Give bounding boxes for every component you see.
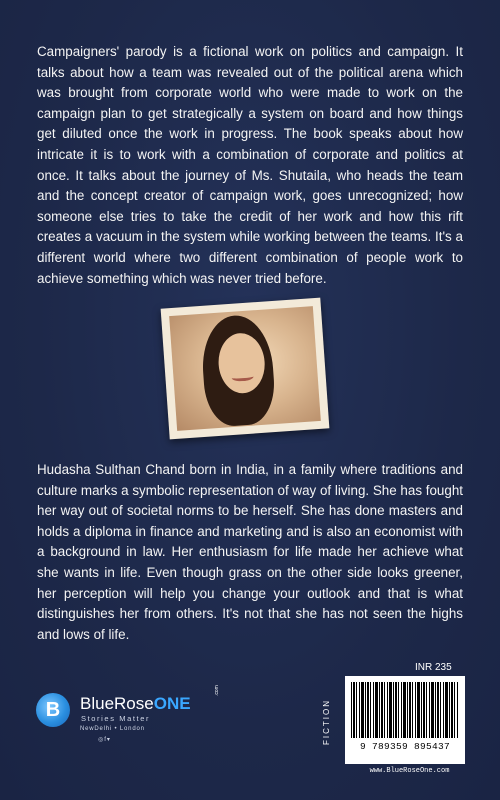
author-photo-frame [161, 298, 330, 440]
price-label: INR 235 [415, 662, 452, 673]
barcode-bars [351, 682, 459, 738]
publisher-tagline: Stories Matter [81, 714, 151, 723]
publisher-name [80, 694, 191, 714]
bluerose-logo-icon: B [36, 693, 70, 727]
author-photo [169, 306, 321, 431]
book-blurb: Campaigners' parody is a fictional work on politics and campaign. It talks about how a team was revealed out of the political arena which was brought from corporate world who were made to work on the campaign plan to get strategically a system on board and how things get diluted once the work in progress. The book speaks about how intricate it is to work with a combination of corporate and politics at once. It talks about the journey of Ms. Shutaila, who heads the team and the concept creator of campaign work, goes unrecognized; how someone else tries to take the credit of her work and how this rift creates a vacuum in the system while working between the teams. It's a different world where two different combination of people work to achieve something which was never tried before. [37, 44, 463, 286]
publisher-cities: NewDelhi • London [80, 726, 145, 732]
genre-label: FICTION [322, 699, 331, 745]
isbn-barcode [345, 676, 465, 764]
publisher-name-part2: ONE [153, 694, 191, 713]
author-bio: Hudasha Sulthan Chand born in India, in a family where traditions and culture marks a symbolic representation of way of living. She has fought her way out of societal norms to be herself. She has done masters and holds a diploma in finance and marketing and is also an economist with a background in law. Her enthusiasm for life made her achieve what she wants in life. Even though grass on the other side looks greener, her perception will help you change your outlook and that is what distinguishes her from others. It's not that she has not seen the highs and lows of life. [37, 462, 463, 642]
publisher-name-suffix: .com [214, 685, 220, 696]
social-icons: ◎f▾ [98, 737, 111, 743]
publisher-logo [36, 685, 236, 753]
publisher-name-part1: BlueRose [80, 694, 154, 713]
isbn-digits: 9 789359 895437 [359, 741, 450, 752]
publisher-website: www.BlueRoseOne.com [369, 767, 450, 775]
